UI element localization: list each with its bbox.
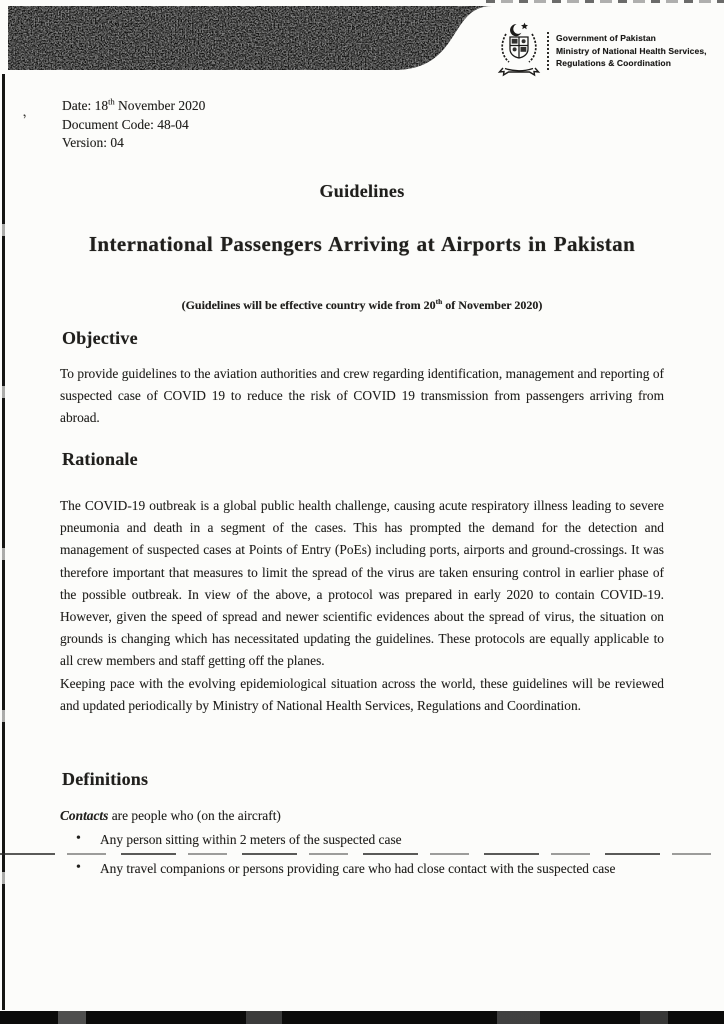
document-title: International Passengers Arriving at Airports in Pakistan <box>88 232 636 256</box>
definition-bullet-2: • Any travel companions or persons providing care who had close contact with the suspected case <box>74 859 692 879</box>
date-line <box>62 97 205 116</box>
bottom-scan-band <box>0 1011 724 1024</box>
scan-noise-strip <box>486 0 724 3</box>
date-prefix: Date: 18 <box>62 98 109 113</box>
subtitle-prefix: (Guidelines will be effective country wide from 20 <box>181 298 436 312</box>
objective-heading: Objective <box>62 328 138 348</box>
ministry-name-block <box>547 32 707 70</box>
agency-line-2: Ministry of National Health Services, <box>556 45 707 56</box>
rationale-heading: Rationale <box>62 449 138 469</box>
rationale-body <box>60 495 664 717</box>
document-code-line: Document Code: 48-04 <box>62 116 189 132</box>
letterhead <box>497 21 707 81</box>
rationale-paragraph-2: Keeping pace with the evolving epidemiological situation across the world, these guidelines will be reviewed and updated periodically by Ministry of National Health Services, Regulations and Coordination. <box>60 675 664 713</box>
agency-line-3: Regulations & Coordination <box>556 58 671 69</box>
left-scan-line <box>2 74 5 1010</box>
definition-bullet-1: • Any person sitting within 2 meters of the suspected case <box>74 830 692 850</box>
subtitle-suffix: of November 2020) <box>442 298 543 312</box>
subtitle-ordinal: th <box>435 297 443 306</box>
scan-artifact-mark: , <box>19 103 28 121</box>
definitions-heading: Definitions <box>62 769 149 789</box>
date-suffix: November 2020 <box>114 98 206 113</box>
objective-paragraph: To provide guidelines to the aviation authorities and crew regarding identification, management and reporting of suspected case of COVID 19 to reduce the risk of COVID 19 transmission from passengers arriving from abroad. <box>60 366 664 426</box>
scan-header-band <box>4 2 518 76</box>
agency-line-1: Government of Pakistan <box>556 33 656 44</box>
version-line: Version: 04 <box>62 135 124 150</box>
date-ordinal: th <box>108 97 115 107</box>
definitions-lead <box>60 808 281 824</box>
effective-date-subtitle <box>60 298 664 313</box>
definitions-term: Contacts <box>60 808 109 823</box>
dashed-scan-line <box>0 853 721 855</box>
kicker-title: Guidelines <box>319 181 405 201</box>
document-meta <box>62 97 205 153</box>
pakistan-emblem-icon <box>497 21 541 81</box>
rationale-paragraph-1: The COVID-19 outbreak is a global public health challenge, causing acute respiratory illness leading to severe pneumonia and death in a segment of the cases. This has prompted the demand for the detection and management of suspected cases at Points of Entry (PoEs) including ports, airports and ground-crossings. It was therefore important that measures to limit the spread of the virus are taken ensuring control in earlier phase of the possible outbreak. In view of the above, a protocol was prepared in early 2020 to contain COVID-19. However, given the speed of spread and newer scientific evidences about the spread of virus, the situation on grounds is changing which has necessitated updating the guidelines. These protocols are equally applicable to all crew members and staff getting off the planes. <box>60 498 664 669</box>
definitions-lead-rest: are people who (on the aircraft) <box>108 808 281 823</box>
